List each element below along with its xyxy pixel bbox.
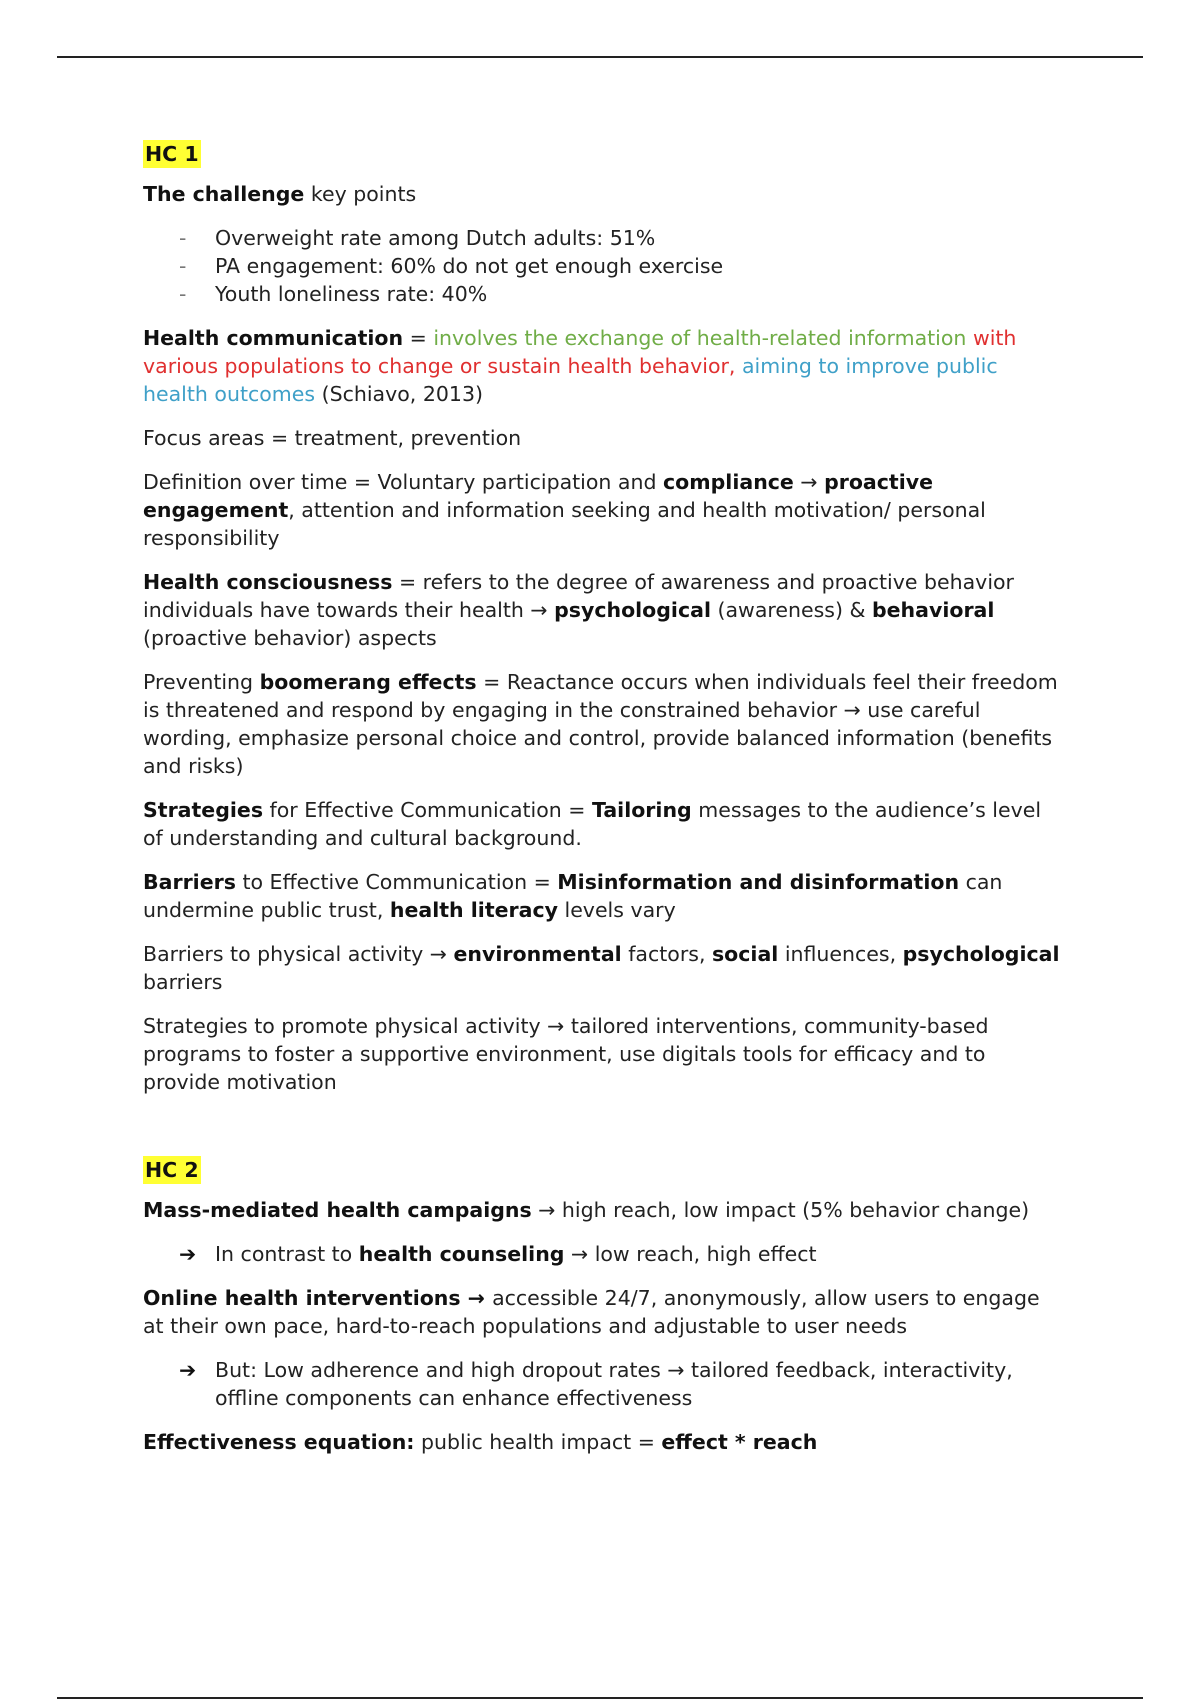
definition-text-3: , attention and information seeking and health motivation/ personal responsibility: [143, 498, 986, 550]
challenge-bold: The challenge: [143, 182, 305, 206]
health-consciousness-paragraph: [143, 568, 1063, 652]
but-text: But: Low adherence and high dropout rates → tailored feedback, interactivity, offline components can enhance effectiveness: [215, 1358, 1013, 1410]
bullet-text: Youth loneliness rate: 40%: [215, 282, 488, 306]
misinformation-term: Misinformation and disinformation: [557, 870, 960, 894]
bullet-dash: -: [179, 282, 187, 306]
barriers-physical-activity-paragraph: [143, 940, 1063, 996]
list-item: [143, 224, 1063, 252]
contrast-text-2: → low reach, high effect: [564, 1242, 817, 1266]
effectiveness-text: public health impact =: [414, 1430, 662, 1454]
health-counseling-term: health counseling: [358, 1242, 565, 1266]
strategies-text-1: for Effective Communication =: [263, 798, 592, 822]
consciousness-text-1: = refers to the degree of awareness and proactive behavior individuals have towards their health →: [143, 570, 1014, 622]
challenge-text: key points: [304, 182, 417, 206]
consciousness-text-2: (awareness) &: [710, 598, 872, 622]
bullet-text: Overweight rate among Dutch adults: 51%: [215, 226, 656, 250]
online-interventions-text: accessible 24/7, anonymously, allow users to engage at their own pace, hard-to-reach populations and adjustable to user needs: [143, 1286, 1040, 1338]
barriers-pa-text-2: factors,: [621, 942, 712, 966]
section-spacer: [143, 1112, 1063, 1156]
list-item: [143, 280, 1063, 308]
barriers-pa-text-1: Barriers to physical activity →: [143, 942, 454, 966]
arrow-right-icon: ➔: [179, 1358, 197, 1382]
strategies-paragraph: [143, 796, 1063, 852]
health-communication-paragraph: [143, 324, 1063, 408]
citation: (Schiavo, 2013): [315, 382, 483, 406]
contrast-arrow-item: [143, 1240, 1063, 1268]
consciousness-text-3: (proactive behavior) aspects: [143, 626, 437, 650]
online-interventions-term: Online health interventions: [143, 1286, 461, 1310]
definition-red: with various populations to change or sustain health behavior,: [143, 326, 1017, 378]
boomerang-text-2: = Reactance occurs when individuals feel their freedom is threatened and respond by engaging in the constrained behavior → use careful wording, emphasize personal choice and control, provide balanced information (benefits and risks): [143, 670, 1058, 778]
header-rule: [57, 56, 1143, 58]
bullet-text: PA engagement: 60% do not get enough exercise: [215, 254, 724, 278]
barriers-text-2: can undermine public trust,: [143, 870, 1003, 922]
online-arrow: →: [460, 1286, 493, 1310]
boomerang-text-1: Preventing: [143, 670, 260, 694]
hc1-section: [143, 140, 1063, 1096]
definition-blue: aiming to improve public health outcomes: [143, 354, 998, 406]
health-consciousness-term: Health consciousness: [143, 570, 393, 594]
hc2-heading: HC 2: [145, 1158, 199, 1182]
barriers-text-3: levels vary: [557, 898, 676, 922]
challenge-paragraph: [143, 180, 1063, 208]
hc1-heading: HC 1: [145, 142, 199, 166]
health-literacy-term: health literacy: [389, 898, 558, 922]
effect-reach-term: effect * reach: [661, 1430, 818, 1454]
but-arrow-item: [143, 1356, 1063, 1412]
health-communication-term: Health communication: [143, 326, 404, 350]
social-term: social: [711, 942, 779, 966]
definition-text-1: Definition over time = Voluntary participation and: [143, 470, 664, 494]
document-body: [143, 140, 1063, 1472]
challenge-bullet-list: [143, 224, 1063, 308]
psychological-barriers-term: psychological: [902, 942, 1060, 966]
tailoring-term: Tailoring: [592, 798, 692, 822]
list-item: [143, 252, 1063, 280]
definition-green: involves the exchange of health-related information: [433, 326, 967, 350]
boomerang-effects-term: boomerang effects: [259, 670, 477, 694]
barriers-paragraph: [143, 868, 1063, 924]
barriers-text-1: to Effective Communication =: [235, 870, 558, 894]
bullet-dash: -: [179, 226, 187, 250]
behavioral-term: behavioral: [871, 598, 995, 622]
barriers-pa-text-3: influences,: [778, 942, 903, 966]
compliance-term: compliance: [663, 470, 794, 494]
mass-mediated-term: Mass-mediated health campaigns: [143, 1198, 532, 1222]
arrow-right-icon: ➔: [179, 1242, 197, 1266]
boomerang-paragraph: [143, 668, 1063, 780]
bullet-dash: -: [179, 254, 187, 278]
focus-areas-paragraph: Focus areas = treatment, prevention: [143, 426, 522, 450]
online-interventions-paragraph: [143, 1284, 1063, 1340]
definition-over-time-paragraph: [143, 468, 1063, 552]
mass-mediated-text: → high reach, low impact (5% behavior change): [531, 1198, 1030, 1222]
strategies-physical-activity-paragraph: Strategies to promote physical activity → tailored interventions, community-based programs to foster a supportive environment, use digitals tools for efficacy and to provide motivation: [143, 1014, 989, 1094]
mass-mediated-paragraph: [143, 1196, 1063, 1224]
equals-sign: =: [403, 326, 434, 350]
proactive-engagement-term: proactive engagement: [143, 470, 934, 522]
barriers-pa-text-4: barriers: [143, 970, 223, 994]
psychological-term: psychological: [554, 598, 711, 622]
hc2-section: [143, 1156, 1063, 1456]
barriers-term: Barriers: [143, 870, 236, 894]
effectiveness-equation-term: Effectiveness equation:: [143, 1430, 415, 1454]
footer-rule: [57, 1697, 1143, 1699]
strategies-text-2: messages to the audience’s level of understanding and cultural background.: [143, 798, 1042, 850]
environmental-term: environmental: [453, 942, 622, 966]
strategies-term: Strategies: [143, 798, 264, 822]
effectiveness-equation-paragraph: [143, 1428, 1063, 1456]
contrast-text-1: In contrast to: [215, 1242, 359, 1266]
arrow-text: →: [793, 470, 825, 494]
